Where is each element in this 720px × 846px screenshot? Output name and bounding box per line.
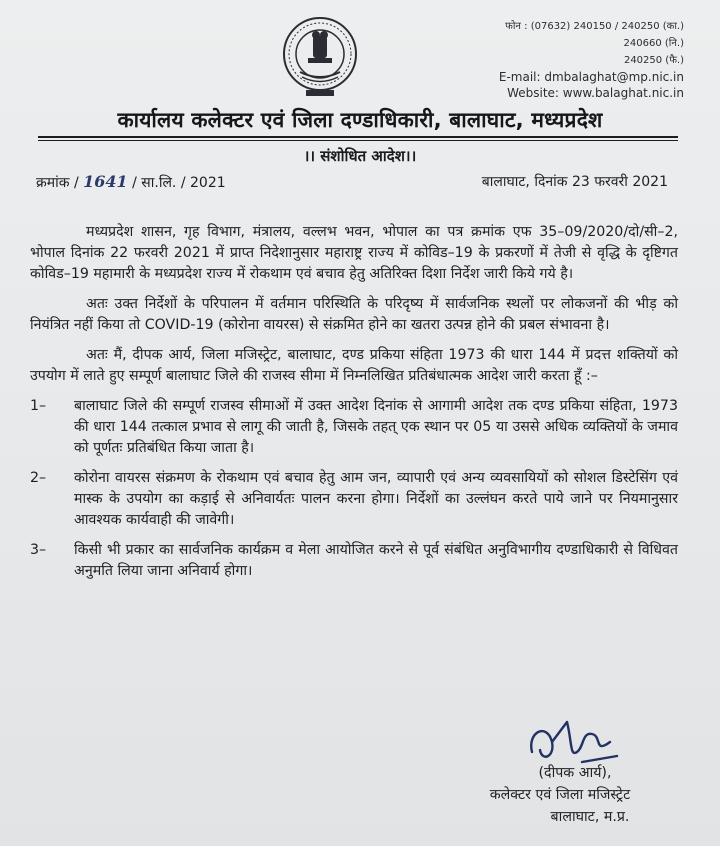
- item-number: 2–: [30, 470, 47, 486]
- signatory-designation: कलेक्टर एवं जिला मजिस्ट्रेट: [489, 787, 631, 803]
- signatory-place: बालाघाट, म.प्र.: [550, 809, 630, 825]
- paragraph: अतः उक्त निर्देशों के परिपालन में वर्तमान परिस्थिति के परिदृष्य में सार्वजनिक स्थलों पर लोकजनों की भीड़ को नियंत्रित नहीं किया तो COVID-19 (कोरोना वायरस) से संक्रमित होने का खतरा उत्पन्न होने की प्रबल संभावना है।: [30, 296, 678, 333]
- reference-line: [36, 172, 668, 192]
- reference-prefix: क्रमांक /: [36, 175, 79, 191]
- website-text: Website: www.balaghat.nic.in: [507, 86, 684, 100]
- phone-residence-text: 240660 (नि.): [623, 38, 684, 49]
- item-text: किसी भी प्रकार का सार्वजनिक कार्यक्रम व मेला आयोजित करने से पूर्व संबंधित अनुविभागीय दण्डाधिकारी से विधिवत अनुमति लिया जाना अनिवार्य होगा।: [74, 542, 678, 579]
- order-body: [30, 222, 678, 591]
- item-text: बालाघाट जिले की सम्पूर्ण राजस्व सीमाओं में उक्त आदेश दिनांक से आगामी आदेश तक दण्ड प्रकिया संहिता, 1973 की धारा 144 तत्काल प्रभाव से लागू की जाती है, जिसके तहत् एक स्थान पर 05 या उससे अधिक व्यक्तियों के जमाव को पूर्णतः प्रतिबंधित किया जाता है।: [74, 398, 678, 456]
- list-item: [30, 468, 678, 531]
- place-date: बालाघाट, दिनांक 23 फरवरी 2021: [481, 174, 668, 190]
- header-rule: [38, 136, 678, 138]
- list-item: [30, 396, 678, 459]
- state-emblem-icon: [280, 14, 360, 98]
- phone-text: फोन : (07632) 240150 / 240250 (का.): [505, 21, 684, 32]
- reference-handwritten-number: 1641: [83, 172, 128, 191]
- item-number: 1–: [30, 398, 47, 414]
- list-item: [30, 540, 678, 582]
- signatory-name: (दीपक आर्य),: [538, 765, 612, 781]
- item-text: कोरोना वायरस संक्रमण के रोकथाम एवं बचाव हेतु आम जन, व्यापारी एवं अन्य व्यवसायियों को सोशल डिस्टेसिंग एवं मास्क के उपयोग का कड़ाई से अनिवार्यतः पालन करना होगा। निर्देशों का उल्लंघन करते पाये जाने पर नियमानुसार आवश्यक कार्यवाही की जावेगी।: [74, 470, 678, 528]
- order-items: [30, 396, 678, 582]
- contact-block: [499, 18, 684, 101]
- reference-suffix: / सा.लि. / 2021: [132, 175, 226, 191]
- reference-number: [36, 172, 226, 192]
- office-title: कार्यालय कलेक्टर एवं जिला दण्डाधिकारी, बालाघाट, मध्यप्रदेश: [117, 108, 603, 132]
- item-number: 3–: [30, 542, 47, 558]
- header-rule-thin: [38, 140, 678, 141]
- paragraph: मध्यप्रदेश शासन, गृह विभाग, मंत्रालय, वल्लभ भवन, भोपाल का पत्र क्रमांक एफ 35–09/2020/दो/सी–2, भोपाल दिनांक 22 फरवरी 2021 में प्राप्त निदेशानुसार महाराष्ट्र राज्य में कोविड–19 के प्रकरणों में तेजी से वृद्धि के दृष्टिगत कोविड–19 महामारी के मध्यप्रदेश राज्य में रोकथाम एवं बचाव हेतु अतिरिक्त दिशा निर्देश जारी किये गये है।: [30, 224, 678, 282]
- fax-text: 240250 (फै.): [623, 55, 684, 66]
- paragraph: अतः मैं, दीपक आर्य, जिला मजिस्ट्रेट, बालाघाट, दण्ड प्रकिया संहिता 1973 की धारा 144 में प्रदत्त शक्तियों को उपयोग में लाते हुए सम्पूर्ण बालाघाट जिले की राजस्व सीमा में निम्नलिखित प्रतिबंधात्मक आदेश जारी करता हूँ :–: [30, 347, 678, 384]
- email-text: E-mail: dmbalaghat@mp.nic.in: [498, 70, 684, 84]
- order-title: ।। संशोधित आदेश।।: [303, 147, 417, 165]
- signatory-block: [440, 762, 680, 828]
